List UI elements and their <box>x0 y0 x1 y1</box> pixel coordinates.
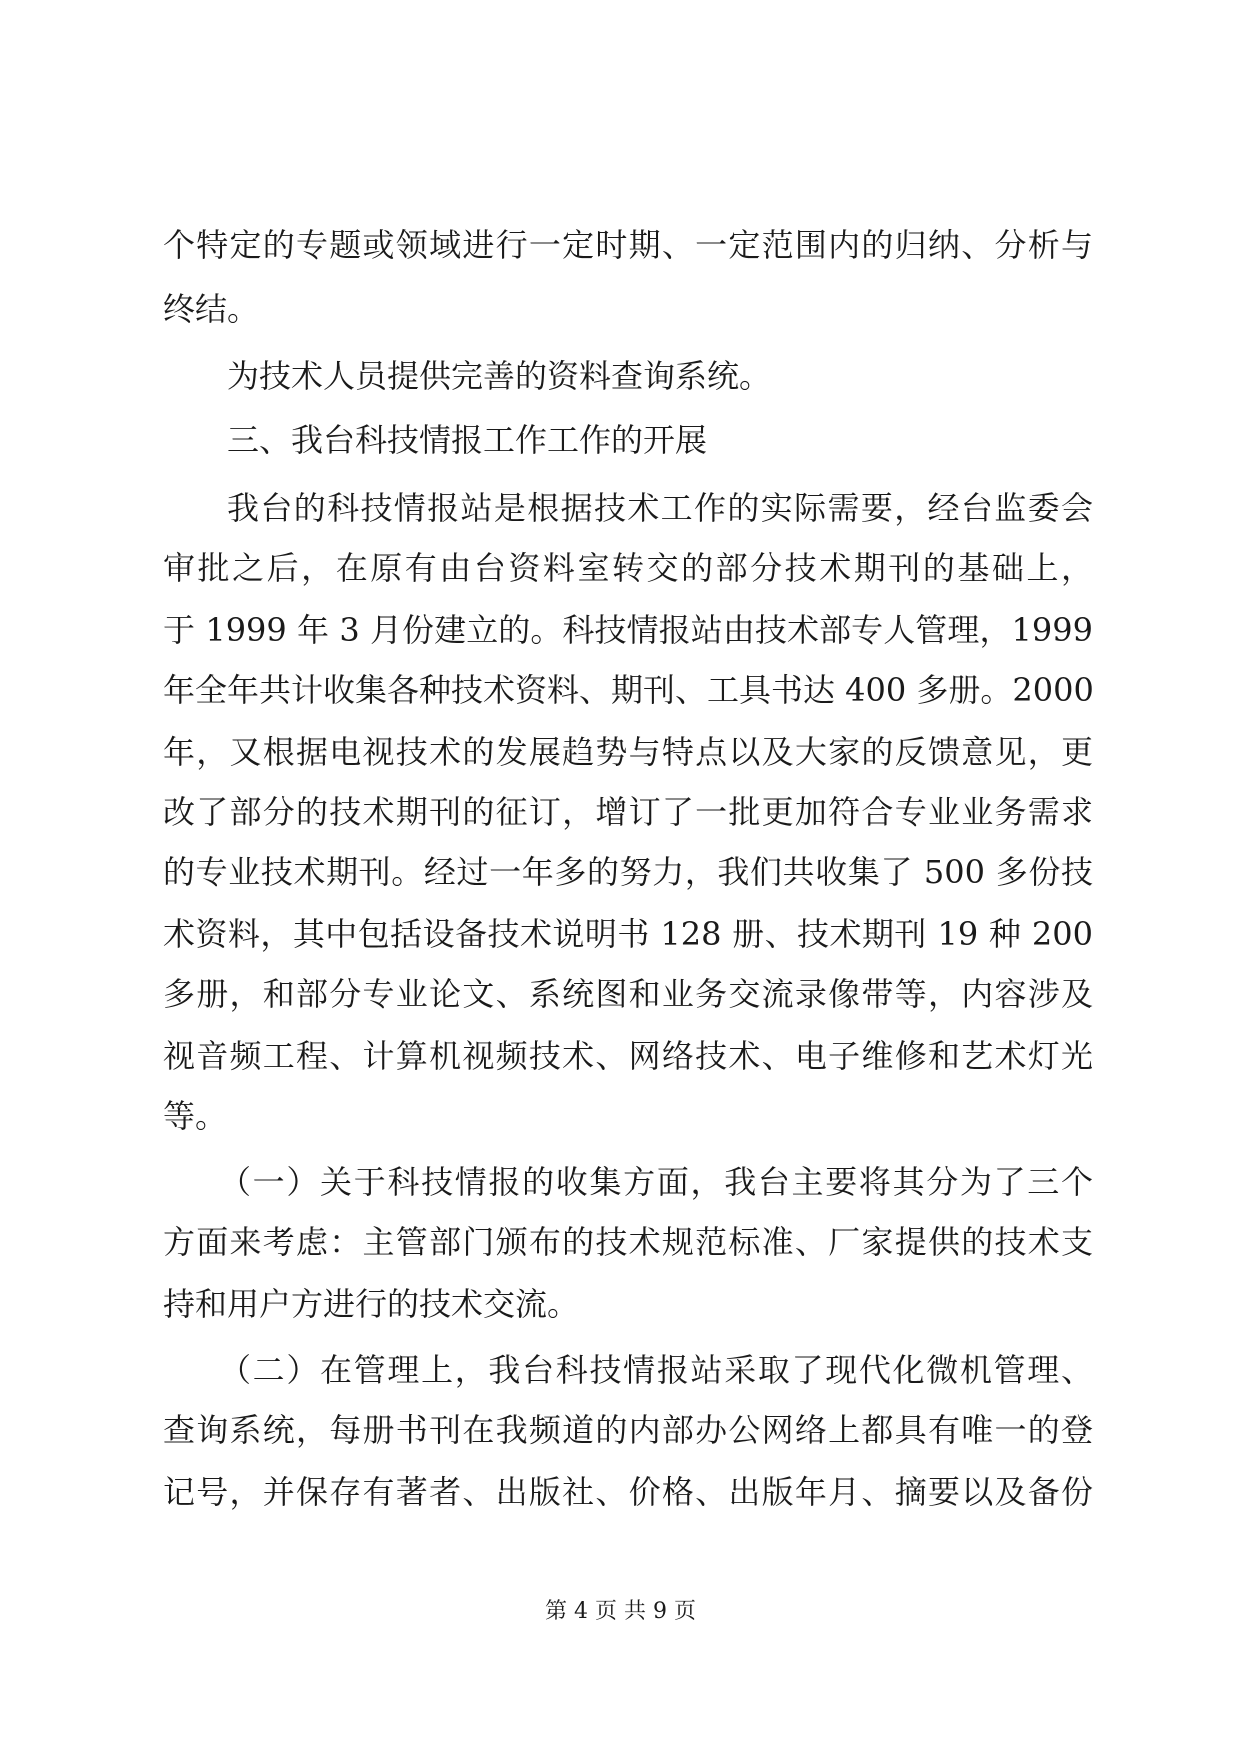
text-line: 审批之后，在原有由台资料室转交的部分技术期刊的基础上， <box>163 549 1093 587</box>
text-line: 的专业技术期刊。经过一年多的努力，我们共收集了 500 多份技 <box>163 853 1093 891</box>
text-line: 终结。 <box>163 290 260 328</box>
text-line: 方面来考虑：主管部门颁布的技术规范标准、厂家提供的技术支 <box>163 1223 1093 1261</box>
page-number-footer: 第 4 页 共 9 页 <box>545 1599 696 1624</box>
text-line: 术资料，其中包括设备技术说明书 128 册、技术期刊 19 种 200 <box>163 915 1093 953</box>
text-line: 个特定的专题或领域进行一定时期、一定范围内的归纳、分析与 <box>163 226 1093 264</box>
text-line: 于 1999 年 3 月份建立的。科技情报站由技术部专人管理，1999 <box>163 611 1093 649</box>
text-line: （二）在管理上，我台科技情报站采取了现代化微机管理、 <box>219 1351 1093 1389</box>
text-line: 等。 <box>163 1097 228 1135</box>
text-line: 多册，和部分专业论文、系统图和业务交流录像带等，内容涉及 <box>163 975 1093 1013</box>
text-line: 改了部分的技术期刊的征订，增订了一批更加符合专业业务需求 <box>163 793 1093 831</box>
section-heading: 三、我台科技情报工作工作的开展 <box>227 421 708 459</box>
text-line: 持和用户方进行的技术交流。 <box>163 1285 580 1323</box>
text-line: 视音频工程、计算机视频技术、网络技术、电子维修和艺术灯光 <box>163 1037 1093 1075</box>
text-line: 为技术人员提供完善的资料查询系统。 <box>227 357 772 395</box>
text-line: 查询系统，每册书刊在我频道的内部办公网络上都具有唯一的登 <box>163 1411 1093 1449</box>
text-line: 年全年共计收集各种技术资料、期刊、工具书达 400 多册。2000 <box>163 671 1094 709</box>
text-line: 记号，并保存有著者、出版社、价格、出版年月、摘要以及备份 <box>163 1473 1093 1511</box>
text-line: 年，又根据电视技术的发展趋势与特点以及大家的反馈意见，更 <box>163 733 1093 771</box>
text-line: （一）关于科技情报的收集方面，我台主要将其分为了三个 <box>219 1163 1093 1201</box>
text-line: 我台的科技情报站是根据技术工作的实际需要，经台监委会 <box>227 489 1093 527</box>
